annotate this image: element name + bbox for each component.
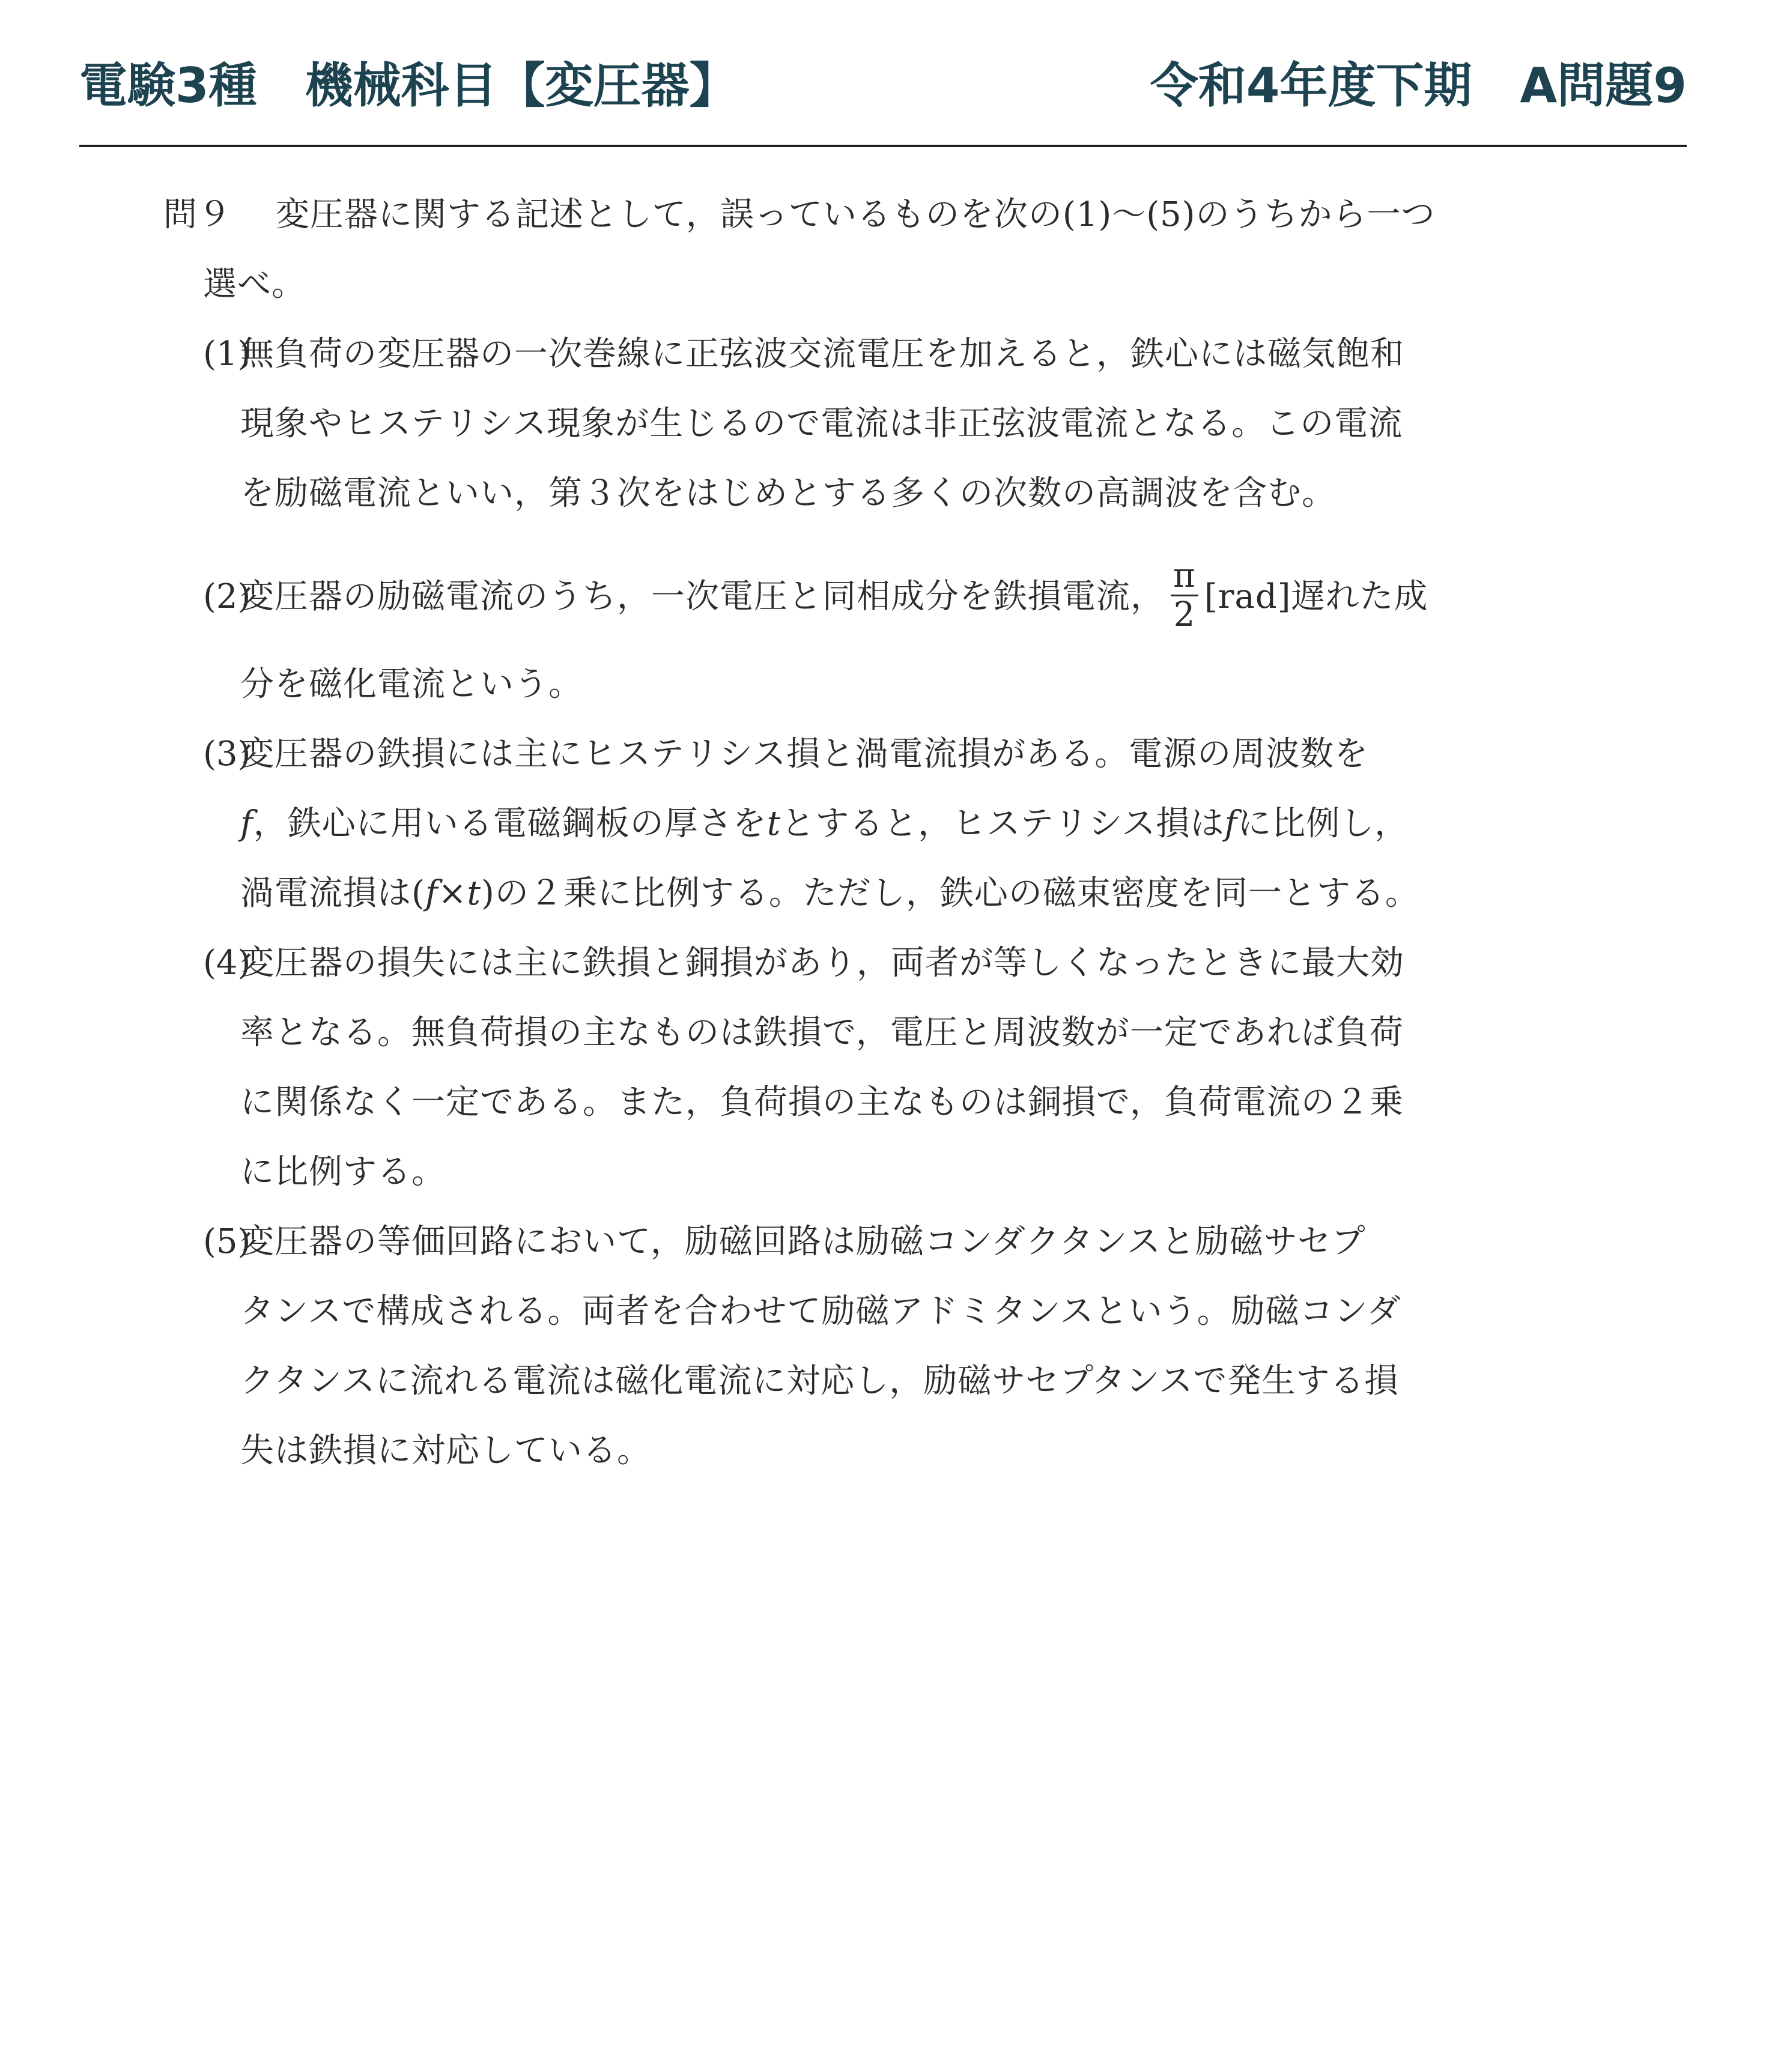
- page-header: [79, 47, 1687, 119]
- symbol-f: f: [240, 804, 253, 843]
- choice-3-line3-b: )の２乗に比例する。ただし，鉄心の磁束密度を同一とする。: [481, 874, 1419, 913]
- choice-list: [163, 320, 1545, 1486]
- choice-5-line3: クタンスに流れる電流は磁化電流に対応し，励磁サセプタンスで発生する損: [240, 1362, 1399, 1401]
- choice-4-line4: に比例する。: [240, 1153, 446, 1192]
- choice-3-line2-a: ，鉄心に用いる電磁鋼板の厚さを: [253, 804, 767, 843]
- choice-2-line1: [240, 544, 1545, 650]
- question-line-2: [203, 250, 1545, 320]
- choice-2-line2: 分を磁化電流という。: [240, 665, 583, 704]
- choice-4-number: (4): [203, 944, 251, 983]
- choice-1-line2: 現象やヒステリシス現象が生じるので電流は非正弦波電流となる。この電流: [240, 404, 1403, 443]
- choice-5-line2: タンスで構成される。両者を合わせて励磁アドミタンスという。励磁コンダ: [240, 1292, 1401, 1331]
- choice-3-line2-b: とすると，ヒステリシス損は: [781, 804, 1225, 843]
- choice-2-line1-b: [rad]遅れた成: [1204, 577, 1428, 616]
- header-divider: [79, 145, 1687, 147]
- choice-2-line1-a: 変圧器の励磁電流のうち，一次電圧と同相成分を鉄損電流，: [240, 577, 1165, 616]
- choice-2-number: (2): [203, 577, 251, 616]
- choice-4: [163, 928, 1545, 1207]
- header-subject-title: 電験3種 機械科目【変圧器】: [79, 58, 738, 114]
- times-symbol: ×: [438, 874, 467, 913]
- choice-1: [163, 320, 1545, 529]
- choice-1-line3: を励磁電流といい，第３次をはじめとする多くの次数の高調波を含む。: [240, 474, 1336, 513]
- question-number: 問９: [163, 195, 232, 234]
- choice-4-line3: に関係なく一定である。また，負荷損の主なものは銅損で，負荷電流の２乗: [240, 1083, 1404, 1122]
- question-body: [163, 180, 1545, 1486]
- choice-1-number: (1): [203, 335, 251, 374]
- choice-5-line1: 変圧器の等価回路において，励磁回路は励磁コンダクタンスと励磁サセプ: [240, 1222, 1366, 1261]
- choice-4-line2: 率となる。無負荷損の主なものは鉄損で，電圧と周波数が一定であれば負荷: [240, 1013, 1404, 1052]
- choice-5-line4: 失は鉄損に対応している。: [240, 1431, 651, 1470]
- question-line-1: [163, 180, 1545, 250]
- header-exam-title: 令和4年度下期 A問題9: [1150, 58, 1687, 114]
- symbol-t-2: t: [467, 874, 482, 913]
- choice-5-number: (5): [203, 1222, 251, 1261]
- symbol-f-2: f: [1224, 804, 1238, 843]
- question-stem: [163, 180, 1545, 320]
- choice-2: [163, 544, 1545, 719]
- choice-3-line1: 変圧器の鉄損には主にヒステリシス損と渦電流損がある。電源の周波数を: [240, 735, 1369, 774]
- choice-1-line1: 無負荷の変圧器の一次巻線に正弦波交流電圧を加えると，鉄心には磁気飽和: [240, 335, 1404, 374]
- choice-3: [163, 719, 1545, 928]
- choice-3-line2: [240, 789, 1545, 859]
- symbol-t: t: [766, 804, 781, 843]
- choice-3-line2-c: に比例し，: [1237, 804, 1409, 843]
- fraction-denominator: 2: [1173, 595, 1196, 634]
- choice-3-number: (3): [203, 735, 251, 774]
- question-text-line1: 変圧器に関する記述として，誤っているものを次の(1)～(5)のうちから一つ: [276, 195, 1436, 234]
- fraction-numerator: π: [1171, 557, 1198, 596]
- choice-5: [163, 1207, 1545, 1486]
- pi-over-2-fraction: [1171, 557, 1198, 634]
- symbol-f-3: f: [425, 874, 438, 913]
- choice-3-line3-a: 渦電流損は(: [240, 874, 425, 913]
- choice-3-line3: [240, 859, 1545, 928]
- question-text-line2: 選べ。: [203, 265, 306, 304]
- choice-4-line1: 変圧器の損失には主に鉄損と銅損があり，両者が等しくなったときに最大効: [240, 944, 1404, 983]
